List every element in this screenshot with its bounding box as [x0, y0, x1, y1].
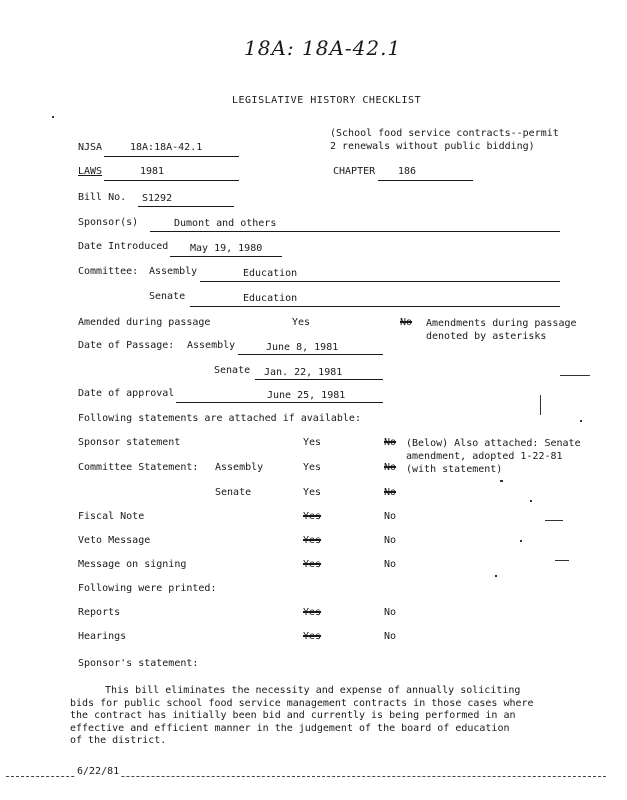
row-sponsor-no: No [384, 437, 397, 448]
scan-speck [540, 395, 541, 415]
committee-senate-underline [190, 306, 560, 307]
scan-speck [580, 420, 582, 422]
row-senate-label: Senate [215, 487, 252, 498]
scan-speck [52, 116, 54, 118]
passage-senate-value: Jan. 22, 1981 [264, 367, 343, 378]
scan-speck [560, 375, 590, 376]
amended-note-line-1: Amendments during passage [426, 318, 577, 329]
handwritten-title: 18A: 18A-42.1 [244, 36, 402, 60]
scan-speck [545, 520, 563, 521]
row-veto-no: No [384, 535, 397, 546]
approval-underline [176, 402, 383, 403]
njsa-label: NJSA [78, 142, 103, 153]
row-committee-sub: Assembly [215, 462, 264, 473]
row-fiscal-label: Fiscal Note [78, 511, 145, 522]
approval-label: Date of approval [78, 388, 175, 399]
row-sponsor-yes: Yes [303, 437, 322, 448]
scan-speck [495, 575, 497, 577]
chapter-value: 186 [398, 166, 417, 177]
laws-value: 1981 [140, 166, 165, 177]
attached-heading: Following statements are attached if available: [78, 413, 361, 424]
printed-hearings-label: Hearings [78, 631, 127, 642]
row-signing-label: Message on signing [78, 559, 187, 570]
row-committee-label: Committee Statement: [78, 462, 199, 473]
passage-assembly-value: June 8, 1981 [266, 342, 339, 353]
introduced-underline [170, 256, 282, 257]
bill-value: S1292 [142, 193, 173, 204]
sponsor-label: Sponsor(s) [78, 217, 139, 228]
statement-line-3: the contract has initially been bid and currently is being performed in an [70, 710, 516, 721]
row-signing-no: No [384, 559, 397, 570]
passage-label: Date of Passage: [78, 340, 175, 351]
side-note-line-3: (with statement) [406, 464, 503, 475]
committee-senate-label: Senate [149, 291, 186, 302]
amended-label: Amended during passage [78, 317, 211, 328]
bill-underline [138, 206, 234, 207]
amended-yes: Yes [292, 317, 311, 328]
committee-assembly-value: Education [243, 268, 298, 279]
row-veto-label: Veto Message [78, 535, 151, 546]
printed-hearings-no: No [384, 631, 397, 642]
row-senate-no: No [384, 487, 397, 498]
bill-label: Bill No. [78, 192, 127, 203]
laws-underline [104, 180, 239, 181]
printed-hearings-yes: Yes [303, 631, 322, 642]
row-veto-yes: Yes [303, 535, 322, 546]
introduced-value: May 19, 1980 [190, 243, 263, 254]
committee-assembly-label: Assembly [149, 266, 198, 277]
printed-reports-yes: Yes [303, 607, 322, 618]
amended-note-line-2: denoted by asterisks [426, 331, 547, 342]
statement-line-2: bids for public school food service management contracts in those cases where [70, 697, 534, 709]
description-line-1: (School food service contracts--permit [330, 128, 559, 139]
row-signing-yes: Yes [303, 559, 322, 570]
page-title: LEGISLATIVE HISTORY CHECKLIST [232, 95, 422, 106]
side-note-line-1: (Below) Also attached: Senate [406, 438, 581, 449]
printed-reports-no: No [384, 607, 397, 618]
row-fiscal-no: No [384, 511, 397, 522]
scan-speck [555, 560, 569, 561]
chapter-label: CHAPTER [333, 166, 376, 177]
approval-value: June 25, 1981 [267, 390, 346, 401]
sponsor-underline [150, 231, 560, 232]
description-line-2: 2 renewals without public bidding) [330, 141, 535, 152]
row-sponsor-label: Sponsor statement [78, 437, 181, 448]
row-committee-no: No [384, 462, 397, 473]
passage-assembly-underline [238, 354, 383, 355]
njsa-underline [104, 156, 239, 157]
statement-line-4: effective and efficient manner in the judgement of the board of education [70, 722, 510, 734]
passage-senate-label: Senate [214, 365, 251, 376]
row-senate-yes: Yes [303, 487, 322, 498]
passage-assembly-label: Assembly [187, 340, 236, 351]
sponsor-statement-body [70, 685, 540, 748]
statement-line-5: of the district. [70, 735, 167, 746]
side-note-line-2: amendment, adopted 1-22-81 [406, 451, 563, 462]
scan-speck [530, 500, 532, 502]
committee-senate-value: Education [243, 293, 298, 304]
scan-speck [500, 480, 503, 482]
sponsor-statement-heading: Sponsor's statement: [78, 658, 199, 669]
committee-label: Committee: [78, 266, 139, 277]
sponsor-value: Dumont and others [174, 218, 277, 229]
introduced-label: Date Introduced [78, 241, 169, 252]
printed-reports-label: Reports [78, 607, 121, 618]
row-committee-yes: Yes [303, 462, 322, 473]
committee-assembly-underline [200, 281, 560, 282]
printed-heading: Following were printed: [78, 583, 217, 594]
footer-date: 6/22/81 [77, 766, 120, 777]
laws-label: LAWS [78, 166, 103, 177]
scan-speck [520, 540, 522, 542]
amended-no: No [400, 317, 413, 328]
statement-line-1: This bill eliminates the necessity and expense of annually soliciting [105, 685, 521, 696]
passage-senate-underline [255, 379, 383, 380]
row-fiscal-yes: Yes [303, 511, 322, 522]
chapter-underline [378, 180, 473, 181]
njsa-value: 18A:18A-42.1 [130, 142, 203, 153]
